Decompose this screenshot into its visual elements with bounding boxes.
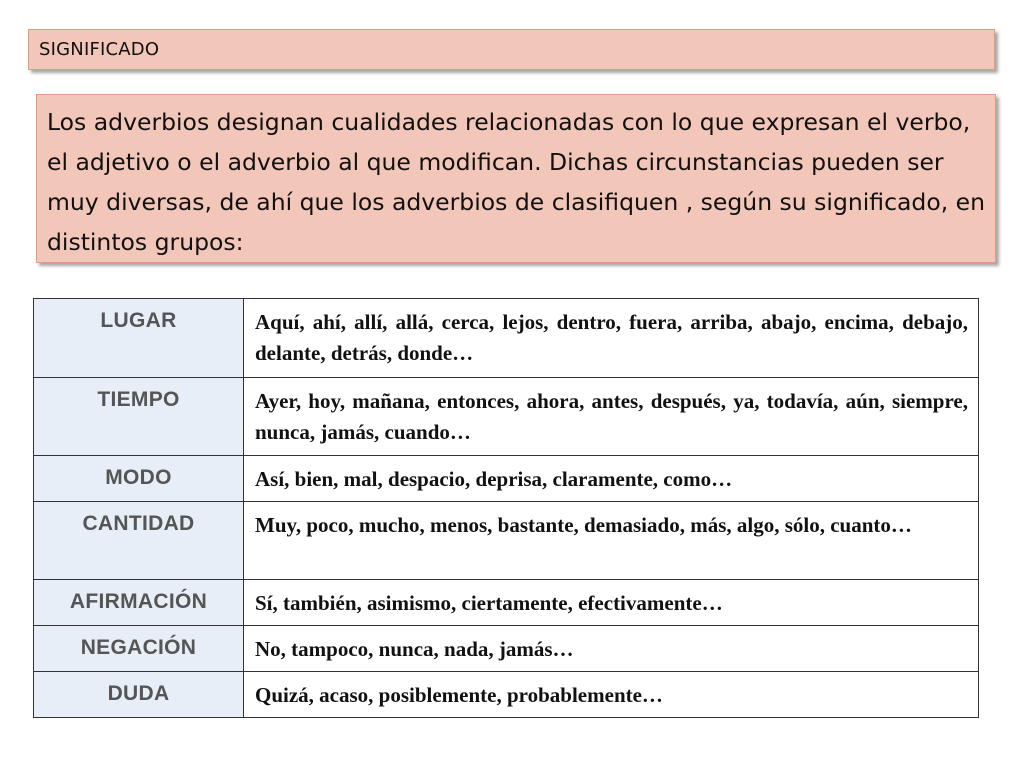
- words-cell-lugar: [244, 299, 979, 378]
- adverb-list: Muy, poco, mucho, menos, bastante, demasiado, más, algo, sólo, cuanto…: [255, 513, 912, 537]
- category-cell-duda: [34, 672, 244, 718]
- table-row: [34, 672, 979, 718]
- table-row: [34, 502, 979, 580]
- category-cell-cantidad: [34, 502, 244, 580]
- words-cell-modo: [244, 456, 979, 502]
- adverb-table: [33, 298, 979, 718]
- adverb-list: No, tampoco, nunca, nada, jamás…: [255, 637, 574, 661]
- adverb-list: Así, bien, mal, despacio, deprisa, claramente, como…: [255, 467, 733, 491]
- words-cell-negacion: [244, 626, 979, 672]
- category-cell-lugar: [34, 299, 244, 378]
- words-cell-afirmacion: [244, 580, 979, 626]
- intro-box: [36, 94, 996, 263]
- category-label: LUGAR: [100, 309, 177, 332]
- category-cell-tiempo: [34, 378, 244, 456]
- table-row: [34, 378, 979, 456]
- words-cell-tiempo: [244, 378, 979, 456]
- category-label: CANTIDAD: [82, 512, 195, 535]
- adverb-list: Aquí, ahí, allí, allá, cerca, lejos, dentro, fuera, arriba, abajo, encima, debajo, delante, detrás, donde…: [255, 310, 968, 365]
- title-box: [28, 29, 995, 70]
- words-cell-cantidad: [244, 502, 979, 580]
- table-row: [34, 626, 979, 672]
- category-cell-modo: [34, 456, 244, 502]
- adverb-list: Sí, también, asimismo, ciertamente, efectivamente…: [255, 591, 723, 615]
- category-label: MODO: [105, 466, 172, 489]
- category-label: NEGACIÓN: [80, 636, 197, 659]
- category-cell-afirmacion: [34, 580, 244, 626]
- table-row: [34, 456, 979, 502]
- words-cell-duda: [244, 672, 979, 718]
- adverb-list: Quizá, acaso, posiblemente, probablemente…: [255, 683, 663, 707]
- category-label: AFIRMACIÓN: [69, 590, 208, 613]
- table-row: [34, 299, 979, 378]
- slide-title: SIGNIFICADO: [39, 39, 160, 60]
- adverb-list: Ayer, hoy, mañana, entonces, ahora, antes, después, ya, todavía, aún, siempre, nunca, jamás, cuando…: [255, 389, 968, 444]
- category-label: TIEMPO: [97, 388, 180, 411]
- table-row: [34, 580, 979, 626]
- intro-paragraph: Los adverbios designan cualidades relacionadas con lo que expresan el verbo, el adjetivo o el adverbio al que modifican. Dichas circunstancias pueden ser muy diversas, de ahí que los adverbios de clasifiquen , según su significado, en distintos grupos:: [47, 108, 985, 256]
- category-cell-negacion: [34, 626, 244, 672]
- category-label: DUDA: [107, 682, 170, 705]
